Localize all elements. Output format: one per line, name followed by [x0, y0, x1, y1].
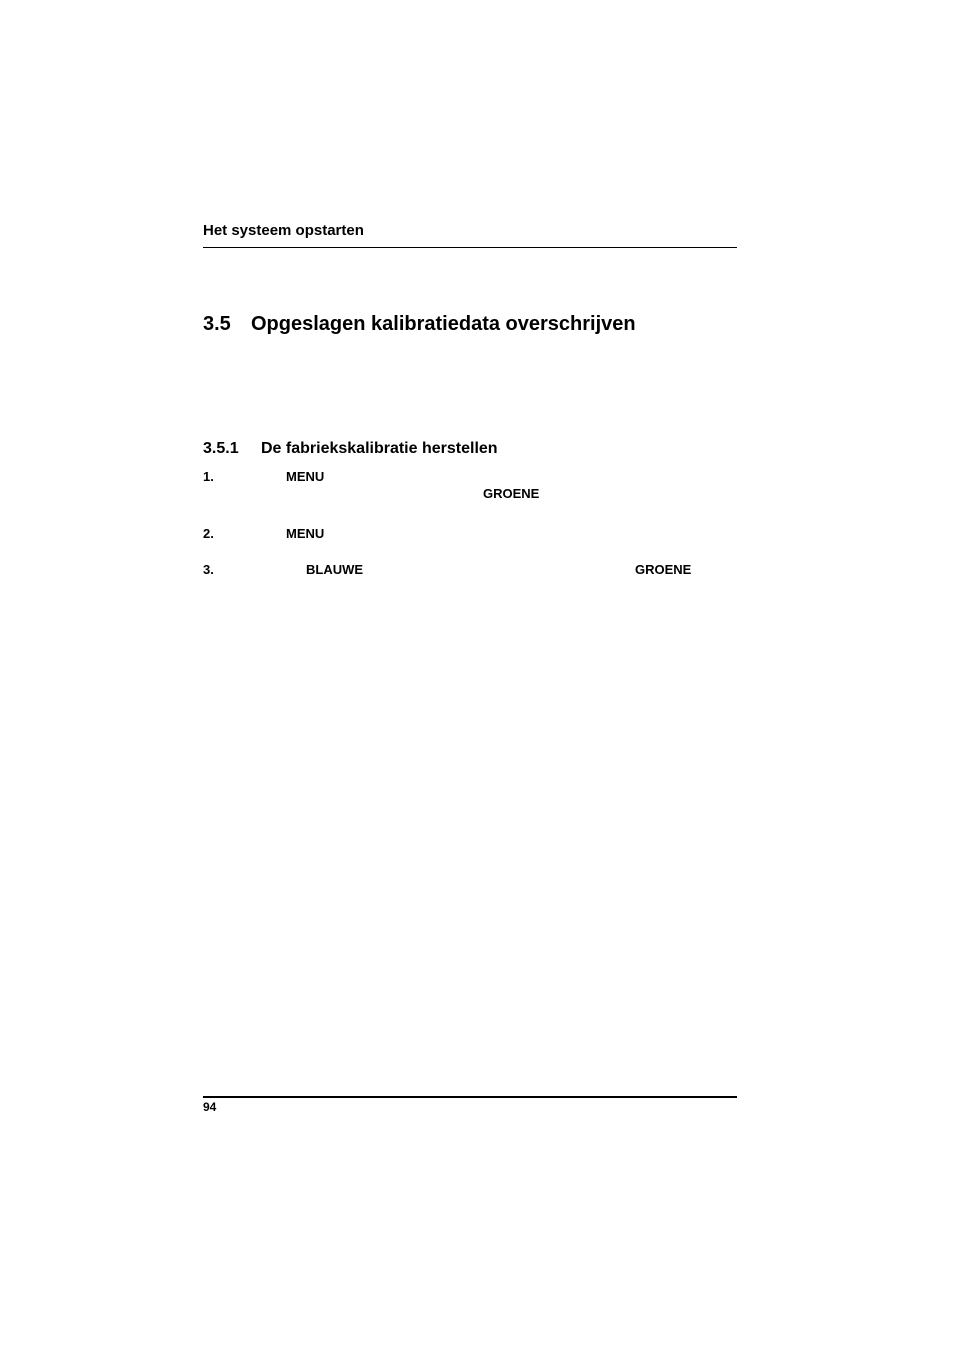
subsection-number: 3.5.1	[203, 440, 239, 457]
subsection-title: De fabriekskalibratie herstellen	[261, 440, 498, 457]
subsection-heading	[203, 440, 498, 458]
section-number: 3.5	[203, 313, 231, 335]
page-number: 94	[203, 1100, 217, 1114]
step-2-number: 2.	[203, 526, 214, 541]
step-3-green-key: GROENE	[635, 562, 692, 577]
step-1-number: 1.	[203, 469, 214, 484]
section-heading	[203, 313, 636, 336]
running-header: Het systeem opstarten	[203, 222, 364, 239]
step-1-green-key: GROENE	[483, 486, 540, 501]
footer-divider	[203, 1096, 737, 1098]
header-divider	[203, 247, 737, 248]
section-title: Opgeslagen kalibratiedata overschrijven	[251, 313, 636, 335]
step-1-menu-key: MENU	[286, 469, 325, 484]
step-3-blue-key: BLAUWE	[306, 562, 364, 577]
step-2-menu-key: MENU	[286, 526, 325, 541]
step-3-number: 3.	[203, 562, 214, 577]
